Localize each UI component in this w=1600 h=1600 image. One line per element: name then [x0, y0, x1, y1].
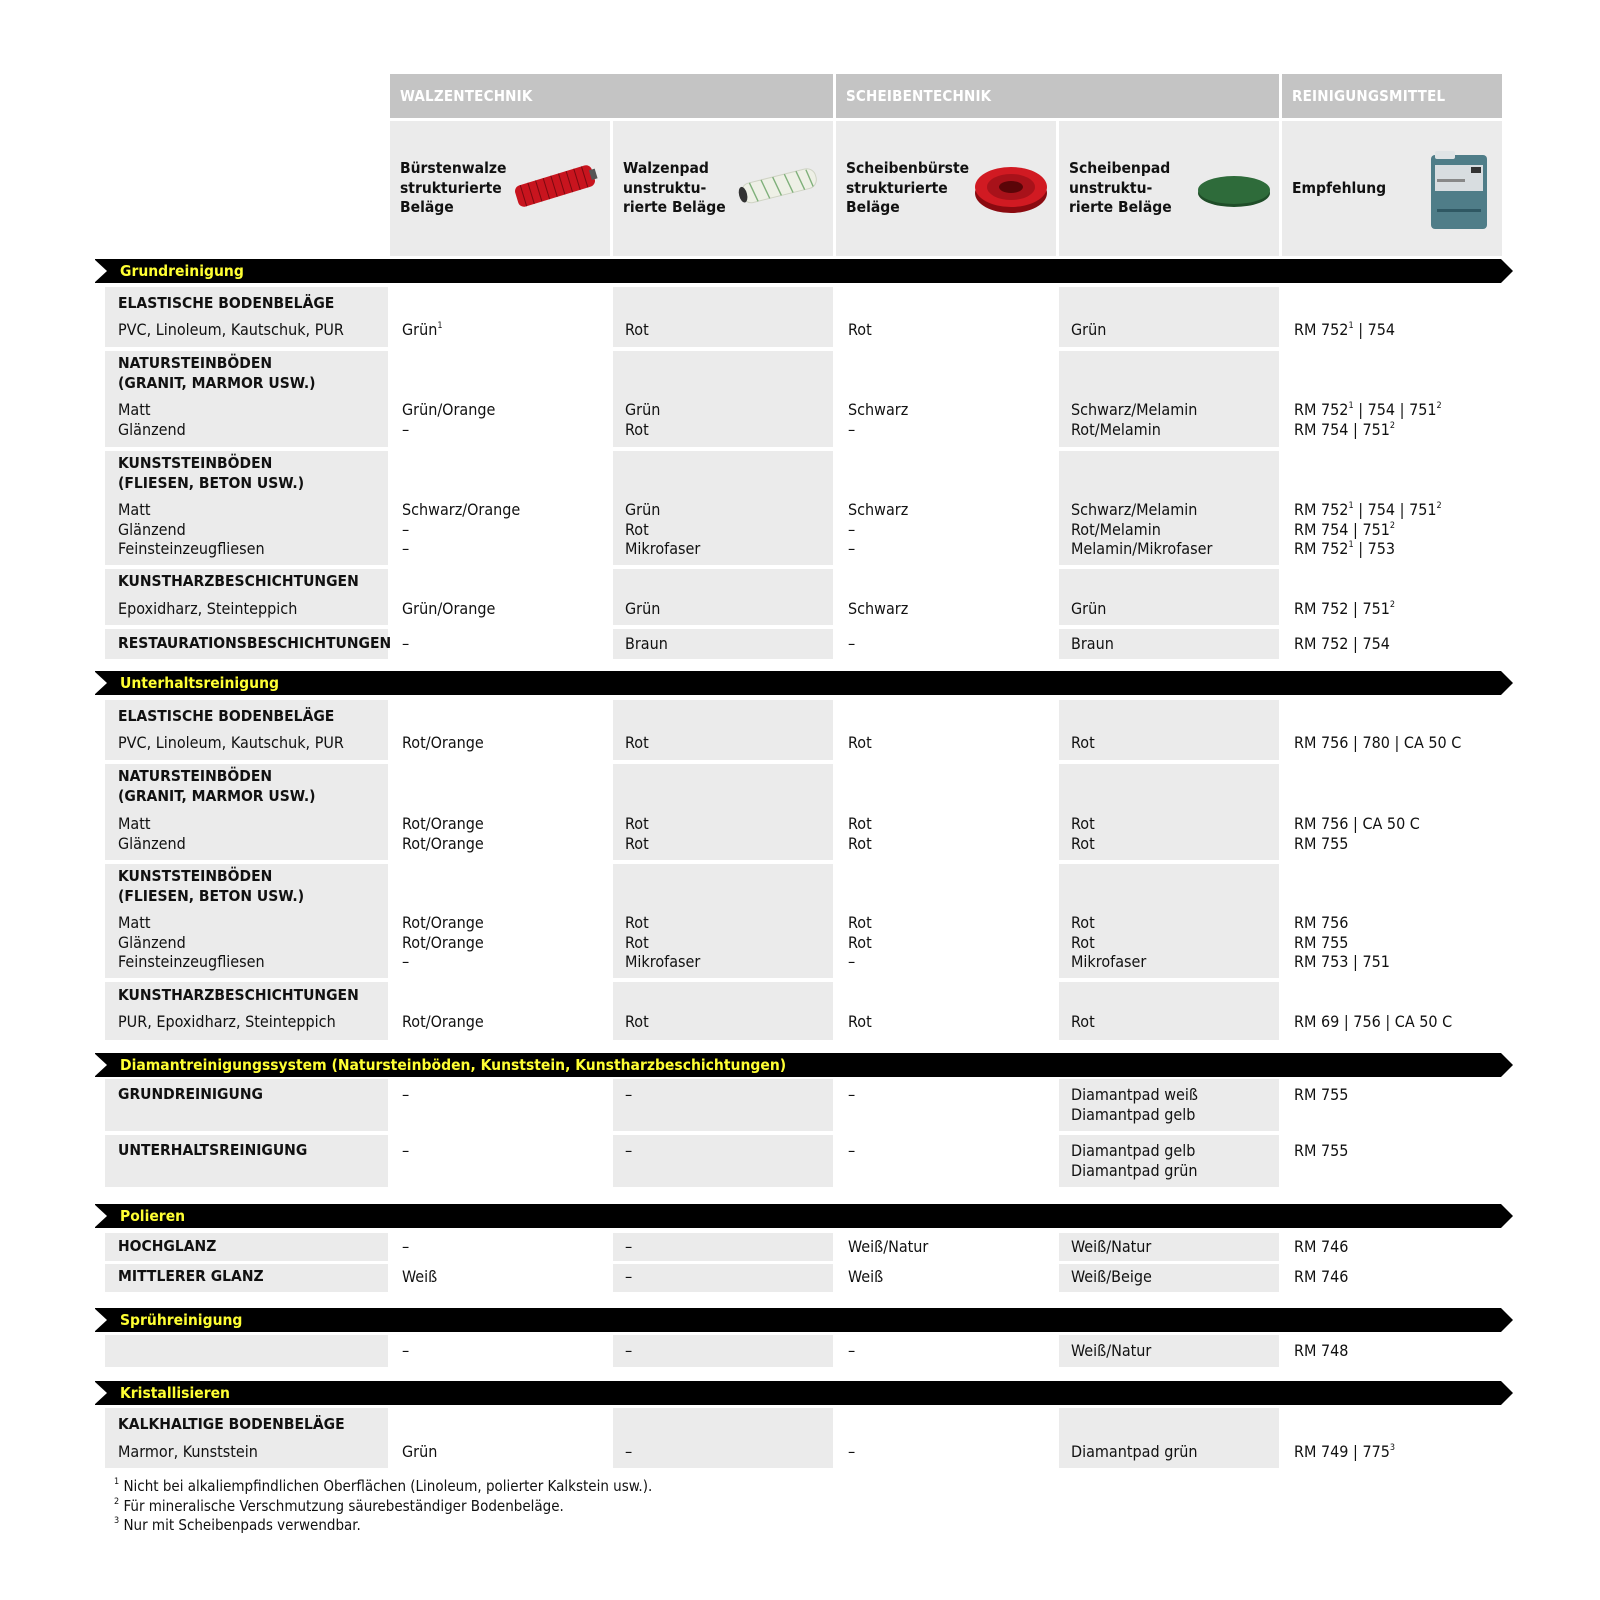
- cell-value: –: [848, 1442, 856, 1461]
- product-name-line: strukturierte: [846, 178, 948, 197]
- cell-value: Rot: [848, 320, 872, 339]
- cell-line: –: [848, 952, 856, 971]
- sub-line: Matt: [118, 500, 151, 519]
- cell-value: Weiß/Natur: [848, 1237, 929, 1256]
- group-header-reinigungsmittel: REINIGUNGSMITTEL: [1282, 74, 1502, 118]
- table-cell: [613, 1408, 833, 1468]
- category-label: [118, 867, 304, 906]
- product-name-line: rierte Beläge: [623, 198, 726, 216]
- footnote-ref: 1: [1348, 401, 1354, 411]
- section-bar-polieren: [95, 1204, 1501, 1228]
- cell-value: [625, 400, 660, 439]
- cell-value: –: [625, 1141, 633, 1160]
- table-cell: [613, 1233, 833, 1261]
- cell-text: | 754 | 751: [1353, 400, 1437, 419]
- sub-label: PVC, Linoleum, Kautschuk, PUR: [118, 733, 344, 752]
- cell-value: [848, 400, 908, 439]
- product-name-line: Beläge: [846, 198, 900, 216]
- section-arrow-icon: [1501, 259, 1513, 283]
- cell-line: Rot: [848, 932, 872, 952]
- sub-label: [118, 913, 265, 972]
- section-arrow-icon: [1501, 1204, 1513, 1228]
- product-name-line: unstruktu-: [623, 178, 707, 197]
- cell-line: –: [402, 419, 410, 439]
- cell-line: Diamantpad grün: [1071, 1160, 1198, 1180]
- cell-line: Rot: [625, 419, 649, 439]
- cell-text: Grün: [402, 320, 438, 339]
- cell-value: [1294, 400, 1442, 439]
- section-bar-diamantreinigung: [95, 1053, 1501, 1077]
- cell-line: Melamin/Mikrofaser: [1071, 539, 1213, 558]
- cell-value: –: [848, 1085, 856, 1104]
- cell-value: Rot: [625, 1012, 649, 1031]
- row-label-cell: [105, 1335, 388, 1367]
- cell-value: Rot: [1071, 1012, 1095, 1031]
- cell-value: [848, 814, 872, 853]
- section-arrow-icon: [1501, 1053, 1513, 1077]
- footnote-ref: 3: [1389, 1443, 1396, 1453]
- cell-value: RM 69 | 756 | CA 50 C: [1294, 1012, 1453, 1031]
- section-bar-spruehreinigung: [95, 1308, 1501, 1332]
- cell-value: [848, 500, 908, 559]
- cell-value: [1071, 1085, 1198, 1124]
- cell-line: [1294, 400, 1442, 420]
- cell-line: –: [402, 519, 410, 539]
- cell-value: [1294, 1442, 1395, 1462]
- cell-value: [625, 814, 649, 853]
- cell-value: –: [625, 1237, 633, 1256]
- footnote-ref: 2: [1389, 600, 1396, 610]
- sub-line: Glänzend: [118, 519, 186, 539]
- cell-value: –: [402, 1341, 410, 1360]
- cell-text: RM 752: [1294, 500, 1349, 519]
- cell-line: Rot/Orange: [402, 913, 484, 932]
- cell-line: Schwarz: [848, 500, 909, 519]
- footnote-ref: 2: [1436, 401, 1442, 411]
- cell-line: Rot: [848, 913, 872, 932]
- sub-label: Epoxidharz, Steinteppich: [118, 599, 298, 618]
- section-title: Diamantreinigungssystem (Natursteinböden, Kunststein, Kunstharzbeschichtungen): [120, 1056, 787, 1074]
- cell-line: RM 753 | 751: [1294, 952, 1390, 971]
- category-line: NATURSTEINBÖDEN: [118, 767, 273, 785]
- cell-line: [1294, 500, 1442, 520]
- table-cell: [613, 1335, 833, 1367]
- section-bar-kristallisieren: [95, 1381, 1501, 1405]
- section-bar-unterhaltsreinigung: [95, 671, 1501, 695]
- table-cell: [613, 1079, 833, 1131]
- cell-line: Rot: [625, 932, 649, 952]
- category-label: MITTLERER GLANZ: [118, 1267, 264, 1285]
- category-label: ELASTISCHE BODENBELÄGE: [118, 294, 335, 312]
- cell-line: Rot: [625, 833, 649, 853]
- product-name-line: Empfehlung: [1292, 179, 1387, 197]
- cell-value: RM 756 | 780 | CA 50 C: [1294, 733, 1462, 752]
- product-name-line: unstruktu-: [1069, 178, 1153, 197]
- category-label: [118, 354, 316, 393]
- cell-text: | 753: [1353, 539, 1396, 558]
- category-label: KALKHALTIGE BODENBELÄGE: [118, 1415, 345, 1433]
- cell-line: Diamantpad weiß: [1071, 1085, 1198, 1104]
- cell-value: [1294, 814, 1420, 853]
- brush-roller-image: [510, 161, 600, 211]
- detergent-canister-image: [1427, 149, 1491, 231]
- cell-value: [1294, 500, 1442, 559]
- cell-line: Rot/Orange: [402, 814, 484, 833]
- cell-value: RM 746: [1294, 1267, 1349, 1286]
- product-header-walzenpad: [613, 121, 833, 256]
- cell-line: [1294, 420, 1442, 440]
- cell-value: Rot: [1071, 733, 1095, 752]
- cell-value: [625, 500, 700, 559]
- cell-text: RM 749 | 775: [1294, 1442, 1390, 1461]
- footnote-text: Nur mit Scheibenpads verwendbar.: [119, 1516, 361, 1534]
- cell-line: –: [402, 539, 410, 558]
- sub-line: Matt: [118, 913, 151, 932]
- cell-value: [1071, 500, 1212, 559]
- cell-line: –: [848, 419, 856, 439]
- sub-label: Marmor, Kunststein: [118, 1442, 258, 1461]
- section-arrow-icon: [94, 1204, 107, 1228]
- footnote-number: 2: [114, 1496, 120, 1507]
- cell-value: Rot: [848, 1012, 872, 1031]
- sub-line: Feinsteinzeugfliesen: [118, 952, 265, 971]
- cell-value: [848, 913, 872, 972]
- product-name-line: Scheibenpad: [1069, 159, 1171, 177]
- cell-line: Mikrofaser: [625, 539, 701, 558]
- cell-value: Weiß/Natur: [1071, 1237, 1152, 1256]
- cell-line: Rot/Melamin: [1071, 519, 1161, 539]
- category-label: GRUNDREINIGUNG: [118, 1085, 263, 1103]
- cell-line: Rot: [848, 833, 872, 853]
- product-header-scheibenbuerste: [836, 121, 1056, 256]
- sub-label: [118, 814, 186, 853]
- cell-value: –: [625, 1341, 633, 1360]
- footnote-ref: 2: [1389, 520, 1396, 531]
- cell-line: RM 756: [1294, 913, 1349, 932]
- footnote-ref: 2: [1436, 501, 1442, 511]
- cell-value: [1071, 913, 1146, 972]
- cell-value: –: [402, 1085, 410, 1104]
- footnote-ref: 2: [1389, 420, 1396, 431]
- group-header-walzentechnik: WALZENTECHNIK: [390, 74, 833, 118]
- cell-value: Rot/Orange: [402, 733, 484, 752]
- cell-line: Schwarz: [848, 400, 909, 419]
- cell-value: Rot: [848, 733, 872, 752]
- cell-value: [625, 913, 700, 972]
- cell-line: RM 755: [1294, 932, 1349, 952]
- section-title: Grundreinigung: [120, 262, 244, 280]
- footnote-number: 1: [114, 1477, 120, 1487]
- cell-value: RM 755: [1294, 1141, 1349, 1160]
- cell-value: –: [848, 634, 856, 653]
- cell-text: RM 754 | 751: [1294, 419, 1390, 439]
- cell-value: Rot: [625, 320, 649, 339]
- cell-line: Schwarz/Melamin: [1071, 400, 1198, 419]
- category-label: [118, 454, 304, 493]
- cell-line: Rot/Melamin: [1071, 419, 1161, 439]
- cell-line: Mikrofaser: [1071, 952, 1147, 971]
- product-name-line: strukturierte: [400, 178, 502, 197]
- cell-value: Rot/Orange: [402, 1012, 484, 1031]
- cell-value: –: [848, 1141, 856, 1160]
- cell-value: –: [625, 1442, 633, 1461]
- category-label: RESTAURATIONSBESCHICHTUNGEN: [118, 634, 392, 652]
- cell-text: RM 752: [1294, 539, 1349, 558]
- cell-line: [1294, 539, 1442, 559]
- cell-line: –: [402, 952, 410, 971]
- section-title: Unterhaltsreinigung: [120, 674, 279, 692]
- section-arrow-icon: [94, 1308, 107, 1332]
- category-line: (GRANIT, MARMOR USW.): [118, 786, 316, 805]
- sub-line: Glänzend: [118, 833, 186, 853]
- section-arrow-icon: [1501, 1308, 1513, 1332]
- cell-line: Rot: [848, 814, 872, 833]
- cell-text: | 754 | 751: [1353, 500, 1437, 519]
- sub-line: Matt: [118, 400, 151, 419]
- sub-line: Glänzend: [118, 932, 186, 952]
- cell-value: [1071, 814, 1095, 853]
- cell-text: RM 752: [1294, 320, 1349, 339]
- footnote-text: Für mineralische Verschmutzung säurebeständiger Bodenbeläge.: [119, 1496, 564, 1515]
- sub-label: PVC, Linoleum, Kautschuk, PUR: [118, 320, 344, 339]
- category-label: KUNSTHARZBESCHICHTUNGEN: [118, 986, 359, 1004]
- cell-line: Schwarz/Melamin: [1071, 500, 1198, 519]
- product-header-buerstenwalze: [390, 121, 610, 256]
- cell-value: [1071, 400, 1197, 439]
- cell-line: Diamantpad gelb: [1071, 1104, 1196, 1124]
- category-label: ELASTISCHE BODENBELÄGE: [118, 707, 335, 725]
- cell-line: Grün/Orange: [402, 400, 496, 419]
- cell-line: Rot: [1071, 833, 1095, 853]
- cell-value: RM 748: [1294, 1341, 1349, 1360]
- section-title: Sprühreinigung: [120, 1311, 243, 1329]
- product-name-line: Scheibenbürste: [846, 159, 970, 177]
- table-cell: [613, 1135, 833, 1187]
- table-cell: [613, 1264, 833, 1292]
- cell-text: RM 752: [1294, 400, 1349, 419]
- footnote-ref: 1: [1348, 501, 1354, 511]
- footnote: [114, 1477, 652, 1497]
- cell-value: Grün: [1071, 599, 1107, 618]
- product-name-line: Beläge: [400, 198, 454, 216]
- section-arrow-icon: [1501, 1381, 1513, 1405]
- cell-text: RM 752 | 751: [1294, 599, 1390, 618]
- cell-value: [402, 814, 484, 853]
- category-line: (FLIESEN, BETON USW.): [118, 886, 305, 905]
- cell-line: Rot: [1071, 932, 1095, 952]
- category-label: KUNSTHARZBESCHICHTUNGEN: [118, 572, 359, 590]
- sub-line: Matt: [118, 814, 151, 833]
- cell-value: RM 752 | 754: [1294, 634, 1390, 653]
- cell-value: RM 746: [1294, 1237, 1349, 1256]
- category-line: (GRANIT, MARMOR USW.): [118, 373, 316, 392]
- sub-line: Glänzend: [118, 419, 186, 439]
- cell-value: –: [402, 1237, 410, 1256]
- cell-line: –: [848, 519, 856, 539]
- footnote: [114, 1497, 652, 1517]
- cell-value: [1294, 913, 1390, 972]
- cell-line: –: [848, 539, 856, 558]
- category-line: (FLIESEN, BETON USW.): [118, 473, 305, 492]
- cell-value: [402, 320, 442, 340]
- footnote-ref: 1: [1348, 540, 1354, 550]
- cell-line: Rot: [625, 913, 649, 932]
- cell-line: Rot: [625, 519, 649, 539]
- sub-label: PUR, Epoxidharz, Steinteppich: [118, 1012, 336, 1031]
- cell-line: RM 756 | CA 50 C: [1294, 814, 1420, 833]
- cell-value: –: [402, 634, 410, 653]
- product-name-line: Bürstenwalze: [400, 159, 507, 177]
- cell-line: Grün: [625, 400, 661, 419]
- category-line: KUNSTSTEINBÖDEN: [118, 454, 273, 472]
- disc-brush-image: [971, 161, 1051, 216]
- product-name-line: rierte Beläge: [1069, 198, 1172, 216]
- product-header-empfehlung: [1282, 121, 1502, 256]
- sub-line: Feinsteinzeugfliesen: [118, 539, 265, 558]
- cell-line: Rot: [1071, 913, 1095, 932]
- cell-value: [1294, 599, 1395, 619]
- cell-line: Grün: [625, 500, 661, 519]
- footnote-number: 3: [114, 1516, 120, 1526]
- cell-line: Rot: [1071, 814, 1095, 833]
- section-title: Polieren: [120, 1207, 186, 1225]
- cell-line: Rot/Orange: [402, 932, 484, 952]
- section-arrow-icon: [94, 259, 107, 283]
- cell-value: RM 755: [1294, 1085, 1349, 1104]
- roller-pad-image: [733, 166, 823, 206]
- cell-value: Weiß: [848, 1267, 884, 1286]
- cell-line: Schwarz/Orange: [402, 500, 521, 519]
- category-line: NATURSTEINBÖDEN: [118, 354, 273, 372]
- disc-pad-image: [1194, 171, 1274, 211]
- cell-value: Grün: [402, 1442, 438, 1461]
- section-arrow-icon: [94, 671, 107, 695]
- cell-value: Braun: [1071, 634, 1114, 653]
- cell-value: [402, 500, 520, 559]
- cell-value: Grün/Orange: [402, 599, 496, 618]
- cell-line: [1294, 520, 1442, 540]
- cell-value: [402, 400, 495, 439]
- cell-value: Weiß/Natur: [1071, 1341, 1152, 1360]
- cell-text: | 754: [1353, 320, 1396, 339]
- cell-value: –: [402, 1141, 410, 1160]
- cell-line: RM 755: [1294, 833, 1349, 853]
- category-label: [118, 767, 316, 806]
- cell-value: Schwarz: [848, 599, 909, 618]
- group-header-scheibentechnik: SCHEIBENTECHNIK: [836, 74, 1279, 118]
- section-arrow-icon: [94, 1381, 107, 1405]
- footnotes: [114, 1477, 652, 1536]
- cell-value: –: [848, 1341, 856, 1360]
- cell-value: Rot: [625, 733, 649, 752]
- cell-value: –: [625, 1267, 633, 1286]
- footnote-ref: 1: [437, 321, 443, 331]
- cell-value: Grün: [1071, 320, 1107, 339]
- product-header-scheibenpad: [1059, 121, 1279, 256]
- section-arrow-icon: [1501, 671, 1513, 695]
- section-arrow-icon: [94, 1053, 107, 1077]
- footnote-ref: 1: [1348, 321, 1354, 331]
- footnote-text: Nicht bei alkaliempfindlichen Oberflächen (Linoleum, polierter Kalkstein usw.).: [119, 1477, 653, 1495]
- category-label: HOCHGLANZ: [118, 1237, 217, 1255]
- cell-value: Weiß/Beige: [1071, 1267, 1152, 1286]
- cell-value: Grün: [625, 599, 661, 618]
- cell-value: Braun: [625, 634, 668, 653]
- cell-text: RM 754 | 751: [1294, 519, 1390, 539]
- cell-line: Diamantpad gelb: [1071, 1141, 1196, 1160]
- cell-value: Diamantpad grün: [1071, 1442, 1198, 1461]
- cell-line: Rot/Orange: [402, 833, 484, 853]
- category-line: KUNSTSTEINBÖDEN: [118, 867, 273, 885]
- cell-line: Rot: [625, 814, 649, 833]
- cell-value: [402, 913, 484, 972]
- cell-value: [1294, 320, 1395, 340]
- category-label: UNTERHALTSREINIGUNG: [118, 1141, 308, 1159]
- product-name-line: Walzenpad: [623, 159, 709, 177]
- cell-value: [1071, 1141, 1198, 1180]
- section-bar-grundreinigung: [95, 259, 1501, 283]
- footnote: [114, 1516, 652, 1536]
- sub-label: [118, 500, 265, 559]
- cell-value: –: [625, 1085, 633, 1104]
- sub-label: [118, 400, 186, 439]
- section-title: Kristallisieren: [120, 1384, 230, 1402]
- cell-line: Mikrofaser: [625, 952, 701, 971]
- cell-value: Weiß: [402, 1267, 438, 1286]
